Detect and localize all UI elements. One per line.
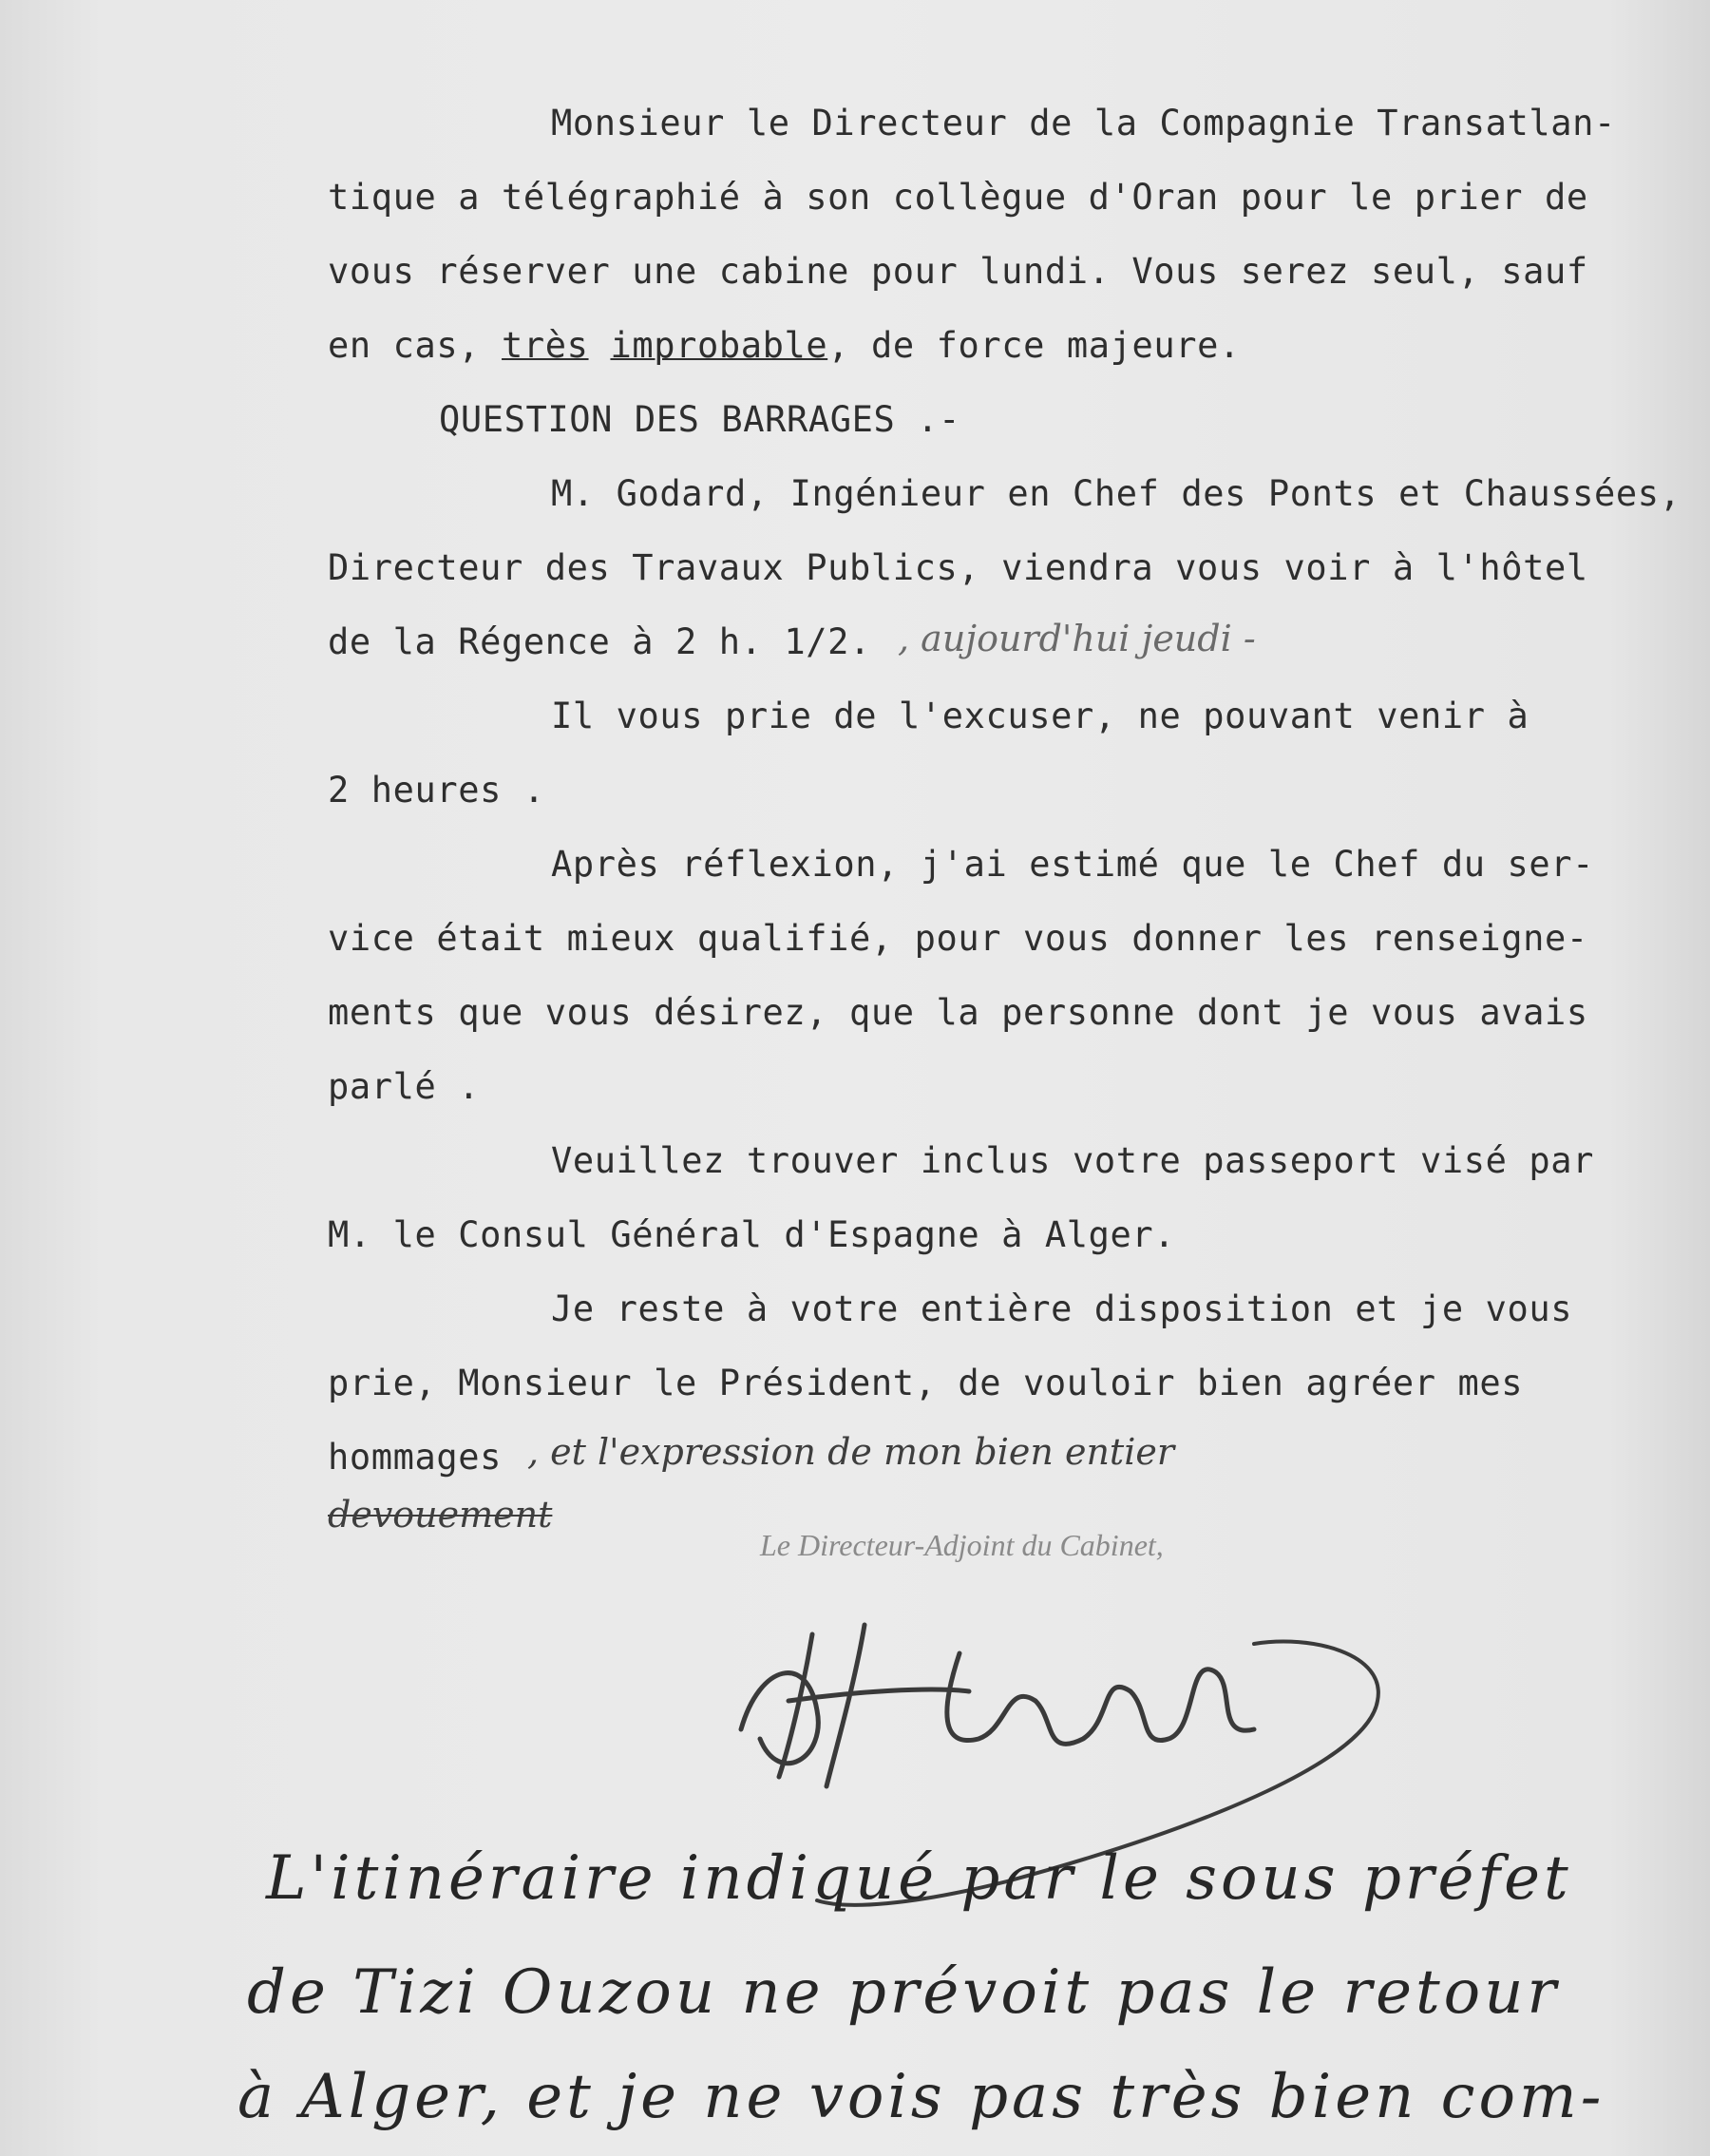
handwritten-note-line-2: de Tizi Ouzou ne prévoit pas le retour bbox=[247, 1957, 1560, 2028]
letter-line-18: prie, Monsieur le Président, de vouloir bien agréer mes bbox=[328, 1363, 1524, 1403]
directeur-stamp: Le Directeur-Adjoint du Cabinet, bbox=[760, 1528, 1164, 1562]
handwritten-note-line-1: L'itinéraire indiqué par le sous préfet bbox=[266, 1843, 1572, 1914]
letter-line-15: Veuillez trouver inclus votre passeport visé par bbox=[551, 1140, 1595, 1181]
letter-line-6: M. Godard, Ingénieur en Chef des Ponts et Chaussées, bbox=[551, 473, 1682, 514]
letter-line-4b: , de force majeure. bbox=[827, 325, 1241, 366]
letter-line-4 bbox=[328, 325, 1241, 366]
letter-line-12: vice était mieux qualifié, pour vous donner les renseigne- bbox=[328, 918, 1588, 959]
handwritten-note-line-3: à Alger, et je ne vois pas très bien com- bbox=[238, 2062, 1606, 2132]
section-heading: QUESTION DES BARRAGES .- bbox=[439, 399, 961, 440]
letter-line-1: Monsieur le Directeur de la Compagnie Transatlan- bbox=[551, 103, 1616, 143]
underlined-tres: très bbox=[502, 325, 589, 366]
handwritten-closing-addition-2: devouement bbox=[328, 1494, 553, 1536]
handwritten-closing-addition: , et l'expression de mon bien entier bbox=[527, 1431, 1174, 1473]
letter-line-16: M. le Consul Général d'Espagne à Alger. bbox=[328, 1214, 1176, 1255]
letter-line-19: hommages bbox=[328, 1437, 503, 1478]
underlined-improbable: improbable bbox=[610, 325, 828, 366]
letter-line-4a: en cas, bbox=[328, 325, 481, 366]
letter-line-9: Il vous prie de l'excuser, ne pouvant venir à bbox=[551, 696, 1530, 736]
letter-line-3: vous réserver une cabine pour lundi. Vous serez seul, sauf bbox=[328, 251, 1588, 292]
letter-line-10: 2 heures . bbox=[328, 770, 545, 811]
letter-line-7: Directeur des Travaux Publics, viendra vous voir à l'hôtel bbox=[328, 547, 1588, 588]
letter-line-8: de la Régence à 2 h. 1/2. bbox=[328, 621, 871, 662]
letter-line-14: parlé . bbox=[328, 1066, 481, 1107]
handwritten-insert-thursday: , aujourd'hui jeudi - bbox=[898, 618, 1256, 659]
letter-line-2: tique a télégraphié à son collègue d'Oran pour le prier de bbox=[328, 177, 1588, 218]
letter-line-11: Après réflexion, j'ai estimé que le Chef du ser- bbox=[551, 844, 1595, 885]
letter-line-13: ments que vous désirez, que la personne dont je vous avais bbox=[328, 992, 1588, 1033]
letter-line-17: Je reste à votre entière disposition et je vous bbox=[551, 1288, 1573, 1329]
